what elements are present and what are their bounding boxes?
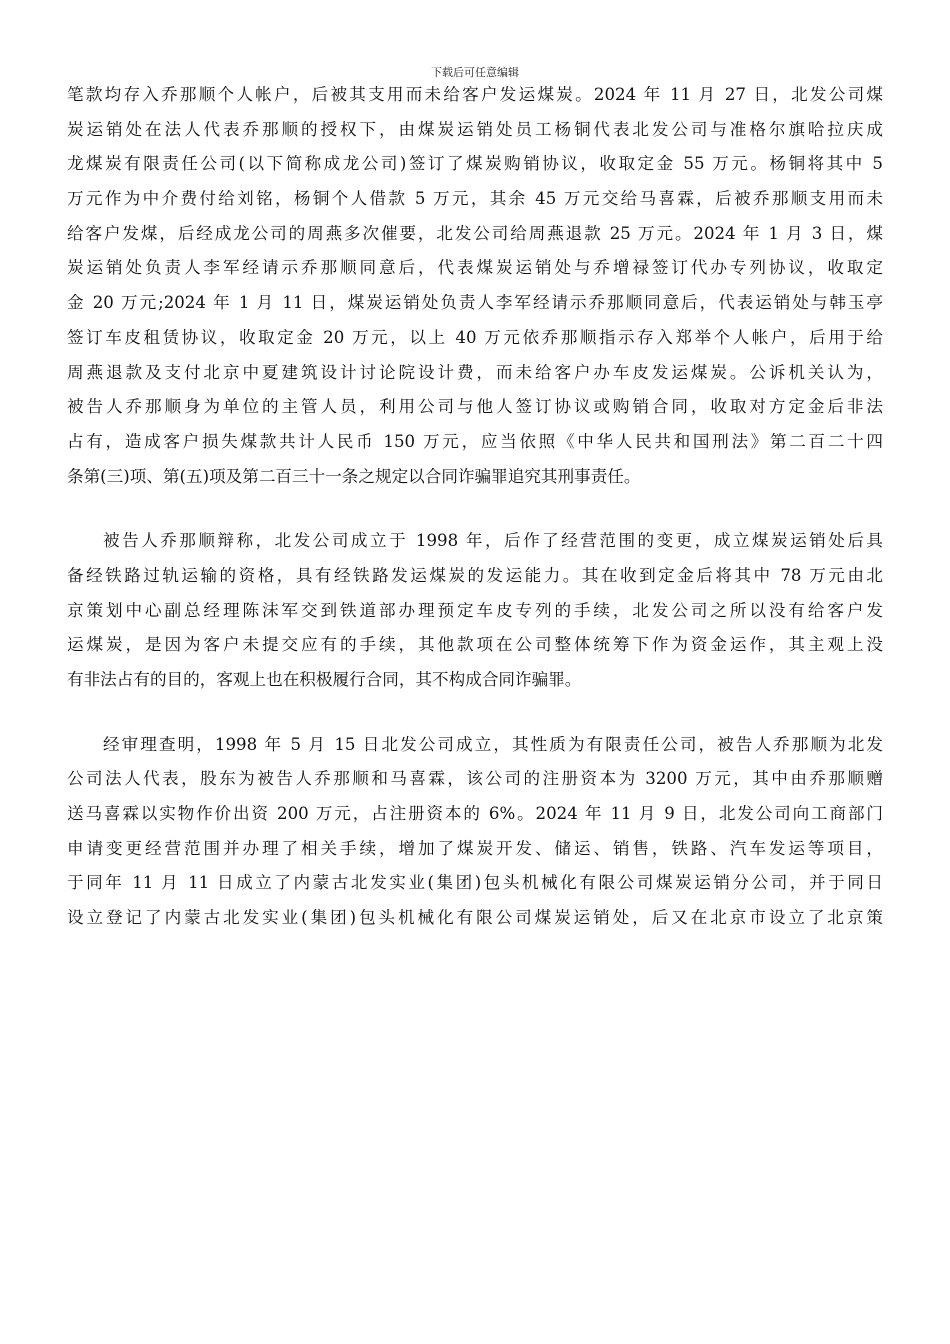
text-line: 炭运销处在法人代表乔那顺的授权下，由煤炭运销处员工杨铜代表北发公司与准格尔旗哈拉庆成 bbox=[67, 119, 883, 139]
text-line: 公司法人代表，股东为被告人乔那顺和马喜霖，该公司的注册资本为 3200 万元，其中由乔那顺赠 bbox=[67, 769, 883, 789]
text-line: 送马喜霖以实物作价出资 200 万元，占注册资本的 6%。2024 年 11 月 9 日，北发公司向工商部门 bbox=[67, 804, 883, 824]
text-line: 占有，造成客户损失煤款共计人民币 150 万元，应当依照《中华人民共和国刑法》第二百二十四 bbox=[67, 431, 883, 451]
text-line: 被告人乔那顺辩称，北发公司成立于 1998 年，后作了经营范围的变更，成立煤炭运销处后具 bbox=[103, 531, 883, 551]
text-line: 万元作为中介费付给刘铭，杨铜个人借款 5 万元，其余 45 万元交给马喜霖，后被乔那顺支用而未 bbox=[67, 189, 883, 209]
page-header-note: 下载后可任意编辑 bbox=[431, 66, 519, 79]
text-line: 周燕退款及支付北京中夏建筑设计讨论院设计费，而未给客户办车皮发运煤炭。公诉机关认为， bbox=[67, 362, 883, 382]
text-line: 炭运销处负责人李军经请示乔那顺同意后，代表煤炭运销处与乔增禄签订代办专列协议，收取定 bbox=[67, 258, 883, 278]
text-line: 金 20 万元;2024 年 1 月 11 日，煤炭运销处负责人李军经请示乔那顺同意后，代表运销处与韩玉亭 bbox=[67, 293, 883, 313]
text-line: 备经铁路过轨运输的资格，具有经铁路发运煤炭的发运能力。其在收到定金后将其中 78 万元由北 bbox=[67, 565, 883, 585]
text-line: 于同年 11 月 11 日成立了内蒙古北发实业(集团)包头机械化有限公司煤炭运销分公司，并于同日 bbox=[67, 873, 883, 893]
text-line: 笔款均存入乔那顺个人帐户，后被其支用而未给客户发运煤炭。2024 年 11 月 27 日，北发公司煤 bbox=[67, 85, 883, 104]
text-line: 设立登记了内蒙古北发实业(集团)包头机械化有限公司煤炭运销处，后又在北京市设立了北京策 bbox=[67, 908, 883, 928]
text-line: 经审理查明，1998 年 5 月 15 日北发公司成立，其性质为有限责任公司，被告人乔那顺为北发 bbox=[103, 734, 883, 754]
text-line: 有非法占有的目的，客观上也在积极履行合同，其不构成合同诈骗罪。 bbox=[67, 670, 582, 689]
text-line: 申请变更经营范围并办理了相关手续，增加了煤炭开发、储运、销售，铁路、汽车发运等项目， bbox=[67, 838, 883, 858]
text-line: 京策划中心副总经理陈沫军交到铁道部办理预定车皮专列的手续，北发公司之所以没有给客户发 bbox=[67, 600, 883, 620]
text-line: 给客户发煤，后经成龙公司的周燕多次催要，北发公司给周燕退款 25 万元。2024 年 1 月 3 日，煤 bbox=[67, 223, 883, 243]
paragraph-court-findings bbox=[67, 728, 883, 936]
text-line: 条第(三)项、第(五)项及第二百三十一条之规定以合同诈骗罪追究其刑事责任。 bbox=[67, 466, 641, 486]
text-line: 被告人乔那顺身为单位的主管人员，利用公司与他人签订协议或购销合同，收取对方定金后非法 bbox=[67, 397, 883, 417]
paragraph-defense-statement bbox=[67, 524, 883, 697]
paragraph-spacer bbox=[67, 698, 883, 728]
paragraph-spacer bbox=[67, 494, 883, 524]
document-body bbox=[67, 78, 883, 936]
text-line: 龙煤炭有限责任公司(以下简称成龙公司)签订了煤炭购销协议，收取定金 55 万元。杨铜将其中 5 bbox=[67, 154, 883, 174]
paragraph-prosecution-facts bbox=[67, 78, 883, 494]
text-line: 运煤炭，是因为客户未提交应有的手续，其他款项在公司整体统筹下作为资金运作，其主观上没 bbox=[67, 635, 883, 655]
text-line: 签订车皮租赁协议，收取定金 20 万元，以上 40 万元依乔那顺指示存入郑举个人帐户，后用于给 bbox=[67, 327, 883, 347]
